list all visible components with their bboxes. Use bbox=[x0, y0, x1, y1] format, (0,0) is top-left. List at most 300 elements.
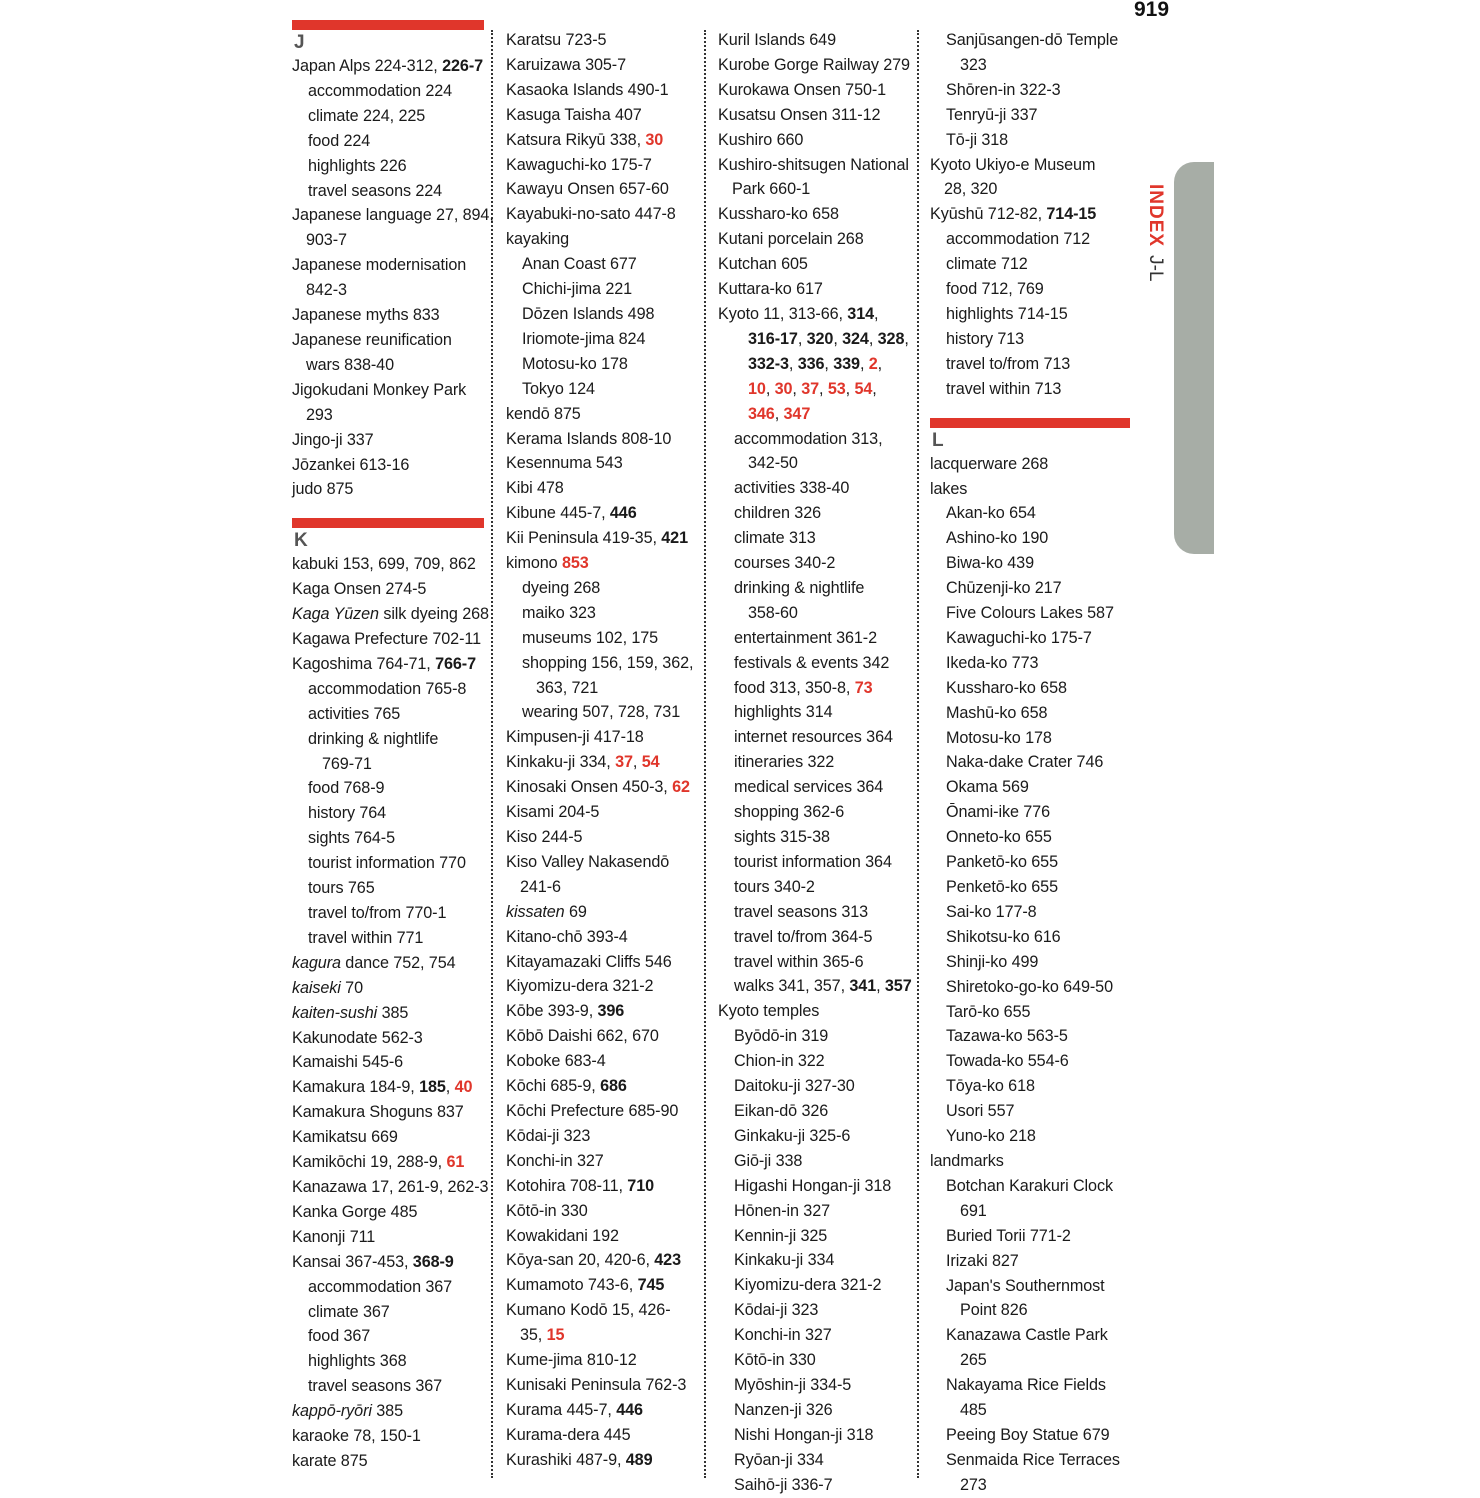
section-rule bbox=[292, 518, 484, 528]
entry-text: Jōzankei 613-16 bbox=[292, 455, 410, 474]
entry-text: Chion-in 322 bbox=[734, 1052, 825, 1071]
index-subentry bbox=[718, 1448, 914, 1473]
entry-text: , bbox=[774, 404, 784, 423]
entry-text: Japanese modernisation bbox=[292, 256, 467, 275]
index-subentry bbox=[292, 79, 484, 104]
page-reference: 446 bbox=[609, 504, 637, 523]
index-entry bbox=[506, 1074, 696, 1099]
index-entry bbox=[930, 1149, 1130, 1174]
index-subentry bbox=[930, 950, 1130, 975]
entry-text: food 313, 350-8, bbox=[734, 678, 855, 697]
index-subentry bbox=[718, 1124, 914, 1149]
index-entry bbox=[506, 103, 696, 128]
entry-text: , bbox=[904, 329, 909, 348]
entry-text: Kōchi 685-9, bbox=[506, 1077, 601, 1096]
index-subentry bbox=[930, 551, 1130, 576]
entry-text: Onneto-ko 655 bbox=[946, 828, 1052, 847]
entry-text: Ginkaku-ji 325-6 bbox=[734, 1126, 851, 1145]
index-subentry bbox=[930, 352, 1130, 377]
index-entry bbox=[506, 1423, 696, 1448]
entry-text: Kuttara-ko 617 bbox=[718, 280, 823, 299]
entry-text: travel seasons 367 bbox=[308, 1377, 443, 1396]
index-entry bbox=[506, 427, 696, 452]
entry-text: Daitoku-ji 327-30 bbox=[734, 1077, 855, 1096]
index-subentry bbox=[930, 1224, 1130, 1249]
index-entry bbox=[718, 103, 914, 128]
entry-continuation: Point 826 bbox=[960, 1301, 1028, 1320]
entry-text: accommodation 712 bbox=[946, 230, 1091, 249]
index-subentry bbox=[718, 725, 914, 750]
entry-text: Kyoto 11, 313-66, bbox=[718, 304, 848, 323]
entry-text: Shiretoko-go-ko 649-50 bbox=[946, 977, 1113, 996]
index-entry bbox=[292, 1399, 484, 1424]
entry-text: shopping 362-6 bbox=[734, 803, 845, 822]
entry-text: Kurobe Gorge Railway 279 bbox=[718, 55, 910, 74]
entry-text: children 326 bbox=[734, 504, 821, 523]
column-divider bbox=[704, 30, 706, 1478]
index-subentry bbox=[718, 1049, 914, 1074]
index-subentry bbox=[718, 750, 914, 775]
index-entry bbox=[292, 1001, 484, 1026]
entry-text: Japan Alps 224-312, bbox=[292, 57, 443, 75]
entry-text: Japan's Southernmost bbox=[946, 1276, 1105, 1295]
index-entry bbox=[506, 526, 696, 551]
index-entry bbox=[292, 1225, 484, 1250]
index-subentry bbox=[292, 1300, 484, 1325]
index-entry bbox=[506, 1199, 696, 1224]
index-subentry bbox=[930, 726, 1130, 751]
index-subentry bbox=[506, 377, 696, 402]
index-entry bbox=[930, 452, 1130, 477]
entry-text: kaiseki bbox=[292, 978, 341, 997]
index-subentry bbox=[506, 576, 696, 601]
entry-text: itineraries 322 bbox=[734, 753, 835, 772]
column-divider bbox=[917, 30, 919, 1478]
index-entry bbox=[506, 1024, 696, 1049]
index-subentry bbox=[292, 776, 484, 801]
index-entry-continuation bbox=[718, 402, 914, 427]
index-entry bbox=[292, 1026, 484, 1051]
entry-text: Kitayamazaki Cliffs 546 bbox=[506, 952, 672, 971]
index-entry bbox=[292, 203, 494, 253]
entry-text: Tō-ji 318 bbox=[946, 130, 1009, 149]
entry-text: Kumano Kodō 15, 426- bbox=[506, 1301, 671, 1320]
index-subentry bbox=[930, 1074, 1130, 1099]
entry-text: Kawayu Onsen 657-60 bbox=[506, 180, 669, 199]
entry-text: highlights 714-15 bbox=[946, 304, 1068, 323]
index-subentry bbox=[930, 252, 1130, 277]
entry-text: history 713 bbox=[946, 329, 1025, 348]
entry-text: Kumamoto 743-6, bbox=[506, 1276, 638, 1295]
index-entry bbox=[292, 1100, 484, 1125]
index-entry bbox=[292, 328, 484, 378]
entry-text: Dōzen Islands 498 bbox=[522, 304, 655, 323]
entry-text: Usori 557 bbox=[946, 1102, 1015, 1121]
page-reference: 314 bbox=[847, 304, 875, 323]
entry-text: Naka-dake Crater 746 bbox=[946, 753, 1104, 772]
entry-text: travel within 365-6 bbox=[734, 952, 864, 971]
index-entry bbox=[506, 1248, 696, 1273]
entry-continuation: wars 838-40 bbox=[306, 355, 394, 374]
entry-text: Kiso Valley Nakasendō bbox=[506, 852, 670, 871]
index-subentry bbox=[930, 501, 1130, 526]
index-subentry bbox=[292, 154, 484, 179]
index-column-3 bbox=[718, 28, 914, 1497]
index-subentry bbox=[930, 601, 1130, 626]
entry-text: travel to/from 364-5 bbox=[734, 927, 873, 946]
entry-text: entertainment 361-2 bbox=[734, 628, 877, 647]
entry-text: food 712, 769 bbox=[946, 280, 1044, 299]
entry-text: Kinkaku-ji 334 bbox=[734, 1251, 835, 1270]
entry-text: walks 341, 357, bbox=[734, 977, 850, 996]
index-subentry bbox=[930, 1000, 1130, 1025]
index-entry bbox=[506, 78, 696, 103]
index-entry-continuation bbox=[718, 352, 914, 377]
page-number: 919 bbox=[1134, 0, 1170, 21]
page-reference: 40 bbox=[454, 1078, 473, 1097]
entry-text: Kōdai-ji 323 bbox=[506, 1126, 591, 1145]
entry-text: Kaga Yūzen bbox=[292, 605, 379, 624]
entry-continuation: 691 bbox=[960, 1201, 987, 1220]
index-entry bbox=[506, 850, 696, 900]
entry-text: Katsura Rikyū 338, bbox=[506, 130, 646, 149]
index-entry bbox=[718, 277, 914, 302]
entry-text: Anan Coast 677 bbox=[522, 255, 637, 274]
entry-text: Okama 569 bbox=[946, 778, 1029, 797]
index-subentry bbox=[930, 676, 1130, 701]
index-subentry bbox=[930, 1024, 1130, 1049]
index-subentry bbox=[718, 900, 914, 925]
entry-text: Kurashiki 487-9, bbox=[506, 1450, 626, 1469]
entry-text: Biwa-ko 439 bbox=[946, 554, 1034, 573]
index-subentry bbox=[292, 179, 484, 204]
index-entry bbox=[718, 78, 914, 103]
index-subentry bbox=[718, 576, 914, 626]
entry-text: shopping 156, 159, 362, bbox=[522, 653, 694, 672]
page-reference: 15 bbox=[546, 1326, 565, 1345]
index-subentry bbox=[718, 1248, 914, 1273]
entry-text: climate 313 bbox=[734, 529, 816, 548]
index-subentry bbox=[718, 925, 914, 950]
entry-text: maiko 323 bbox=[522, 603, 596, 622]
page-reference: 357 bbox=[884, 977, 912, 996]
index-subentry bbox=[930, 975, 1130, 1000]
entry-text: climate 367 bbox=[308, 1302, 390, 1321]
entry-text: food 367 bbox=[308, 1327, 371, 1346]
page-reference: 347 bbox=[783, 404, 811, 423]
entry-text: , bbox=[445, 1078, 455, 1097]
entry-text: Kussharo-ko 658 bbox=[718, 205, 839, 224]
entry-text: kimono bbox=[506, 554, 562, 573]
entry-continuation: 293 bbox=[306, 405, 333, 424]
entry-text: climate 224, 225 bbox=[308, 106, 426, 125]
index-entry bbox=[506, 1124, 696, 1149]
entry-text: Kurama-dera 445 bbox=[506, 1425, 631, 1444]
entry-text: Byōdō-in 319 bbox=[734, 1027, 829, 1046]
index-subentry bbox=[930, 277, 1130, 302]
index-entry bbox=[506, 725, 696, 750]
index-entry bbox=[506, 153, 696, 178]
page-reference: 421 bbox=[661, 529, 688, 548]
index-subentry bbox=[718, 1473, 914, 1498]
index-subentry bbox=[718, 775, 914, 800]
index-entry bbox=[506, 800, 696, 825]
index-entry bbox=[718, 252, 914, 277]
entry-continuation: 241-6 bbox=[520, 877, 561, 896]
index-entry bbox=[292, 54, 484, 79]
entry-text: 35, bbox=[520, 1326, 547, 1345]
index-entry bbox=[930, 477, 1130, 502]
entry-text: Kakunodate 562-3 bbox=[292, 1028, 423, 1047]
index-subentry bbox=[718, 800, 914, 825]
entry-text: Shinji-ko 499 bbox=[946, 952, 1039, 971]
index-subentry bbox=[930, 302, 1130, 327]
index-subentry bbox=[506, 626, 696, 651]
entry-text: travel within 713 bbox=[946, 379, 1062, 398]
entry-text: Kyoto Ukiyo-e Museum bbox=[930, 155, 1096, 174]
entry-text: Kōchi Prefecture 685-90 bbox=[506, 1101, 679, 1120]
section-gap bbox=[930, 402, 1130, 416]
index-subentry bbox=[292, 702, 484, 727]
page-reference: 446 bbox=[616, 1400, 643, 1419]
entry-text: Kutani porcelain 268 bbox=[718, 230, 864, 249]
entry-text: Kiyomizu-dera 321-2 bbox=[506, 977, 654, 996]
entry-text: Koboke 683-4 bbox=[506, 1052, 606, 1071]
entry-text: Towada-ko 554-6 bbox=[946, 1052, 1069, 1071]
index-entry bbox=[292, 428, 484, 453]
entry-text: Kōtō-in 330 bbox=[506, 1201, 588, 1220]
entry-text: , bbox=[797, 329, 807, 348]
index-subentry bbox=[930, 701, 1130, 726]
entry-text: Kasuga Taisha 407 bbox=[506, 105, 642, 124]
page-reference: 368-9 bbox=[412, 1252, 454, 1271]
entry-text: Sanjūsangen-dō Temple bbox=[946, 31, 1119, 49]
entry-text: Tōya-ko 618 bbox=[946, 1077, 1035, 1096]
entry-continuation: Park 660-1 bbox=[732, 180, 811, 199]
index-entry bbox=[506, 1398, 696, 1423]
index-entry-continuation bbox=[718, 377, 914, 402]
entry-text: Kōtō-in 330 bbox=[734, 1351, 816, 1370]
index-subentry bbox=[930, 1448, 1130, 1498]
index-subentry bbox=[930, 377, 1130, 402]
index-subentry bbox=[292, 851, 484, 876]
entry-text: Kisami 204-5 bbox=[506, 803, 600, 822]
entry-text: 70 bbox=[340, 978, 363, 997]
index-subentry bbox=[292, 1349, 484, 1374]
index-range-label: J-L bbox=[1145, 255, 1166, 282]
index-entry bbox=[506, 551, 696, 576]
entry-text: climate 712 bbox=[946, 255, 1028, 274]
entry-continuation: 363, 721 bbox=[536, 678, 599, 697]
index-subentry bbox=[292, 104, 484, 129]
page-reference: 30 bbox=[645, 130, 664, 149]
entry-text: Kushiro 660 bbox=[718, 130, 804, 149]
entry-text: 69 bbox=[564, 902, 587, 921]
index-subentry bbox=[292, 1374, 484, 1399]
index-subentry bbox=[506, 601, 696, 626]
index-column-1 bbox=[292, 18, 494, 1474]
entry-continuation: 273 bbox=[960, 1475, 987, 1494]
entry-text: Ashino-ko 190 bbox=[946, 529, 1049, 548]
entry-text: , bbox=[877, 354, 883, 373]
index-entry bbox=[506, 750, 696, 775]
index-subentry bbox=[718, 700, 914, 725]
index-entry bbox=[718, 128, 914, 153]
index-label: INDEX bbox=[1145, 184, 1166, 248]
index-entry bbox=[292, 627, 484, 652]
page-reference: 745 bbox=[637, 1276, 665, 1295]
page-reference: 62 bbox=[672, 778, 690, 797]
index-subentry bbox=[718, 1373, 914, 1398]
index-entry bbox=[506, 925, 696, 950]
index-entry bbox=[292, 453, 484, 478]
page-reference: 710 bbox=[627, 1176, 655, 1195]
page-reference: 37 bbox=[801, 379, 820, 398]
entry-text: drinking & nightlife bbox=[734, 578, 865, 597]
index-entry bbox=[506, 1099, 696, 1124]
index-entry bbox=[506, 1298, 696, 1348]
index-entry bbox=[506, 775, 696, 800]
entry-text: Kussharo-ko 658 bbox=[946, 678, 1067, 697]
entry-text: , bbox=[788, 354, 798, 373]
page-reference: 61 bbox=[446, 1153, 465, 1172]
entry-text: Chichi-jima 221 bbox=[522, 280, 633, 299]
index-entry bbox=[292, 652, 484, 677]
index-subentry bbox=[930, 128, 1130, 153]
index-subentry bbox=[718, 526, 914, 551]
entry-text: food 224 bbox=[308, 131, 371, 150]
entry-text: Yuno-ko 218 bbox=[946, 1127, 1036, 1146]
index-entry bbox=[292, 1250, 484, 1275]
entry-text: , bbox=[876, 977, 885, 996]
section-rule bbox=[292, 20, 484, 30]
entry-text: history 764 bbox=[308, 804, 387, 823]
entry-text: , bbox=[792, 379, 802, 398]
entry-text: Kansai 367-453, bbox=[292, 1252, 413, 1271]
entry-text: Kiyomizu-dera 321-2 bbox=[734, 1276, 882, 1295]
entry-text: Peeing Boy Statue 679 bbox=[946, 1425, 1110, 1444]
page-reference: 766-7 bbox=[435, 654, 476, 673]
index-entry bbox=[292, 552, 484, 577]
entry-text: tours 765 bbox=[308, 879, 375, 898]
entry-text: Kii Peninsula 419-35, bbox=[506, 529, 662, 548]
index-subentry bbox=[930, 78, 1130, 103]
index-entry bbox=[506, 202, 696, 227]
entry-text: Kaga Onsen 274-5 bbox=[292, 580, 427, 599]
entry-text: , bbox=[845, 379, 855, 398]
index-subentry bbox=[930, 1274, 1130, 1324]
entry-text: Kennin-ji 325 bbox=[734, 1226, 828, 1245]
index-entry bbox=[506, 1373, 696, 1398]
entry-text: sights 315-38 bbox=[734, 828, 830, 846]
index-entry bbox=[718, 153, 914, 203]
entry-text: kendō 875 bbox=[506, 404, 581, 423]
page-reference: 53 bbox=[827, 379, 846, 398]
index-subentry bbox=[930, 750, 1130, 775]
entry-continuation: 485 bbox=[960, 1401, 987, 1420]
entry-text: activities 765 bbox=[308, 704, 401, 723]
page-reference: 346 bbox=[748, 404, 775, 423]
entry-text: Kiso 244-5 bbox=[506, 828, 583, 846]
index-subentry bbox=[930, 1323, 1130, 1373]
page-reference: 316-17 bbox=[748, 329, 798, 348]
entry-text: accommodation 367 bbox=[308, 1277, 453, 1296]
entry-text: Kamikatsu 669 bbox=[292, 1128, 398, 1147]
index-subentry bbox=[718, 501, 914, 526]
index-subentry bbox=[930, 1423, 1130, 1448]
entry-text: Kagawa Prefecture 702-11 bbox=[292, 630, 481, 649]
index-subentry bbox=[718, 476, 914, 501]
index-subentry bbox=[292, 1324, 484, 1349]
entry-text: Kanazawa Castle Park bbox=[946, 1326, 1108, 1345]
index-subentry bbox=[718, 950, 914, 975]
index-entry bbox=[292, 378, 484, 428]
page-reference: 686 bbox=[600, 1077, 627, 1096]
entry-text: kappō-ryōri bbox=[292, 1402, 372, 1421]
index-entry bbox=[292, 303, 484, 328]
entry-text: wearing 507, 728, 731 bbox=[522, 703, 681, 722]
entry-text: Kamakura 184-9, bbox=[292, 1078, 420, 1097]
index-entry bbox=[506, 402, 696, 427]
index-entry bbox=[506, 1149, 696, 1174]
index-subentry bbox=[930, 227, 1130, 252]
entry-text: Nishi Hongan-ji 318 bbox=[734, 1425, 874, 1444]
entry-continuation: 769-71 bbox=[322, 754, 372, 773]
entry-text: Nanzen-ji 326 bbox=[734, 1400, 833, 1419]
index-subentry bbox=[930, 28, 1130, 78]
entry-text: Japanese reunification bbox=[292, 330, 452, 349]
entry-text: highlights 226 bbox=[308, 156, 407, 175]
entry-text: Saihō-ji 336-7 bbox=[734, 1475, 833, 1494]
entry-text: Kōya-san 20, 420-6, bbox=[506, 1251, 655, 1270]
index-entry bbox=[506, 28, 696, 53]
entry-text: Kibi 478 bbox=[506, 479, 564, 498]
index-subentry bbox=[506, 327, 696, 352]
entry-text: Giō-ji 338 bbox=[734, 1151, 803, 1170]
index-entry bbox=[718, 202, 914, 227]
index-entry bbox=[292, 1150, 484, 1175]
entry-text: Jigokudani Monkey Park bbox=[292, 380, 467, 399]
entry-text: Kōbe 393-9, bbox=[506, 1002, 598, 1021]
index-subentry bbox=[930, 651, 1130, 676]
entry-continuation: 265 bbox=[960, 1351, 987, 1370]
entry-text: Ōnami-ike 776 bbox=[946, 803, 1050, 822]
entry-text: Akan-ko 654 bbox=[946, 504, 1036, 523]
entry-text: Iriomote-jima 824 bbox=[522, 329, 646, 348]
entry-text: Kibune 445-7, bbox=[506, 504, 610, 523]
index-subentry bbox=[930, 1373, 1130, 1423]
index-subentry bbox=[718, 651, 914, 676]
index-subentry bbox=[930, 900, 1130, 925]
index-entry bbox=[506, 128, 696, 153]
index-entry bbox=[506, 900, 696, 925]
index-entry bbox=[506, 999, 696, 1024]
index-subentry bbox=[930, 103, 1130, 128]
entry-text: lakes bbox=[930, 479, 968, 498]
index-entry bbox=[292, 1175, 489, 1200]
entry-text: activities 338-40 bbox=[734, 479, 850, 498]
entry-text: Kowakidani 192 bbox=[506, 1226, 619, 1245]
index-subentry bbox=[506, 651, 696, 701]
section-thumb-tab bbox=[1174, 162, 1214, 554]
entry-text: Kesennuma 543 bbox=[506, 454, 623, 473]
index-subentry bbox=[292, 677, 484, 702]
index-subentry bbox=[930, 327, 1130, 352]
page-reference: 396 bbox=[597, 1002, 625, 1021]
entry-text: Kamaishi 545-6 bbox=[292, 1053, 404, 1072]
entry-text: Botchan Karakuri Clock bbox=[946, 1176, 1113, 1195]
entry-text: Irizaki 827 bbox=[946, 1251, 1019, 1270]
